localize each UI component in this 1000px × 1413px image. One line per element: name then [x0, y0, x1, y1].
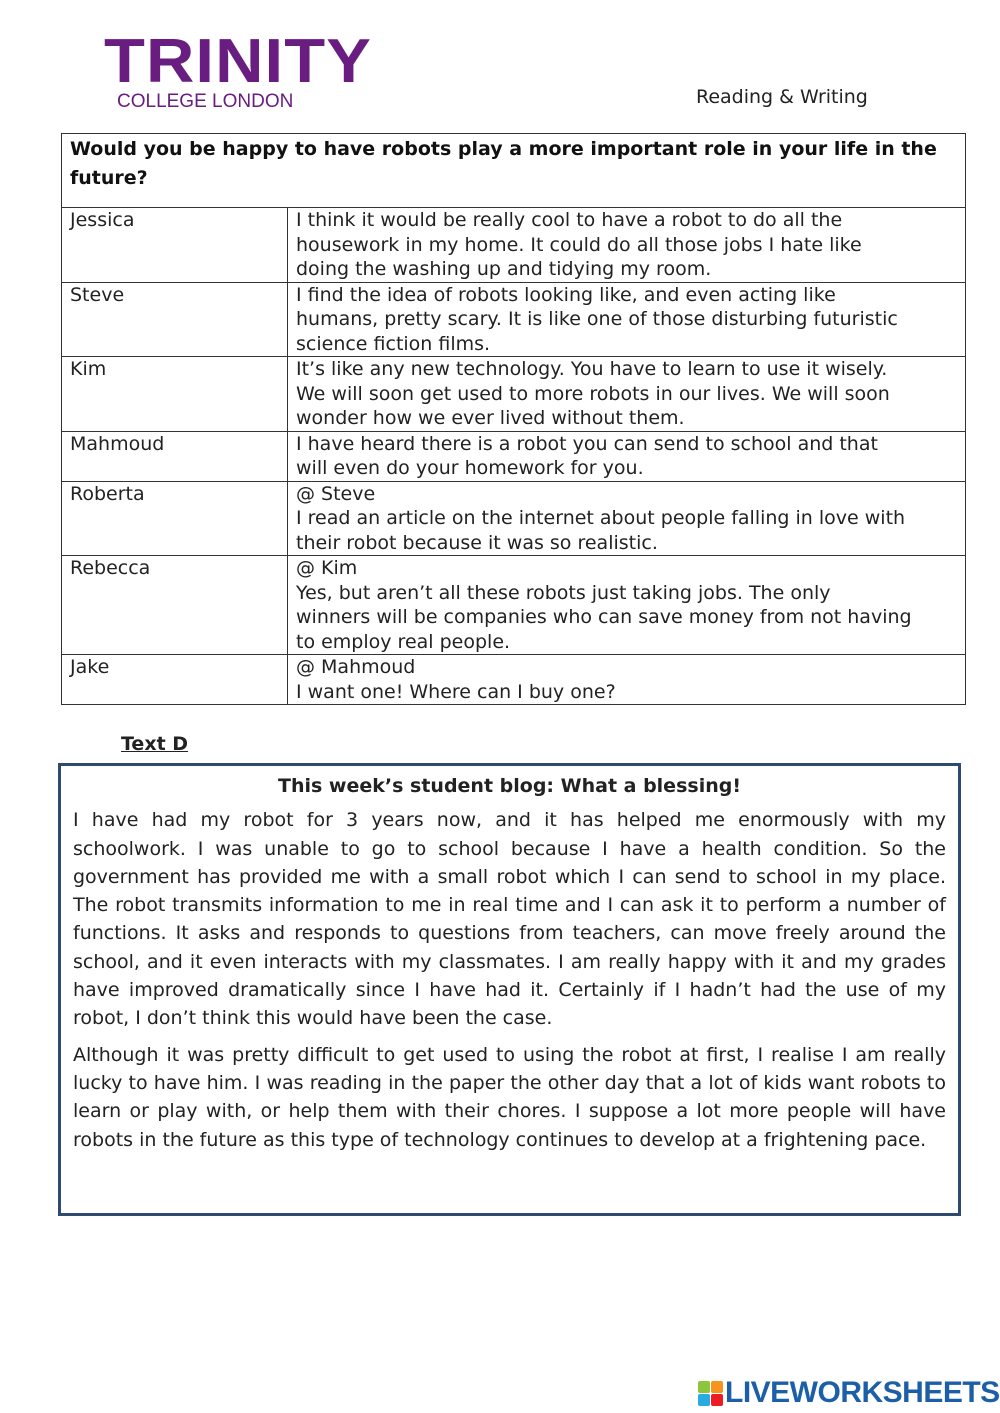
- comment-text: [288, 556, 966, 655]
- comment-line: @ Steve: [296, 482, 376, 505]
- comment-line: to employ real people.: [296, 630, 511, 653]
- forum-row: [62, 481, 966, 556]
- forum-row: [62, 655, 966, 705]
- comment-text: [288, 481, 966, 556]
- comment-line: I read an article on the internet about people falling in love with: [296, 507, 906, 529]
- liveworksheets-logo: [698, 1376, 1000, 1410]
- forum-row: [62, 282, 966, 357]
- student-blog: [58, 763, 961, 1216]
- liveworksheets-wordmark: LIVEWORKSHEETS: [725, 1376, 1000, 1409]
- comment-text: [288, 357, 966, 432]
- commenter-name: Jessica: [62, 208, 288, 283]
- commenter-name: Rebecca: [62, 556, 288, 655]
- comment-line: We will soon get used to more robots in our lives. We will soon: [296, 382, 890, 405]
- comment-line: I think it would be really cool to have a robot to do all the: [296, 209, 843, 231]
- section-label: Reading & Writing: [696, 86, 868, 108]
- commenter-name: Kim: [62, 357, 288, 432]
- forum-row: [62, 556, 966, 655]
- logo-subtitle: COLLEGE LONDON: [117, 91, 294, 112]
- commenter-name: Jake: [62, 655, 288, 705]
- logo-wordmark: TRINITY: [104, 27, 372, 96]
- comment-line: It’s like any new technology. You have to learn to use it wisely.: [296, 358, 888, 380]
- blog-title: This week’s student blog: What a blessing!: [278, 775, 741, 797]
- blog-paragraph: I have had my robot for 3 years now, and it has helped me enormously with my schoolwork. I was unable to go to school because I have a health condition. So the government has provided me with a small robot which I can send to school in my place. The robot transmits information to me in real time and I can ask it to perform a number of functions. It asks and responds to questions from teachers, can move freely around the school, and it even interacts with my classmates. I am really happy with it and my grades have improved dramatically since I have had it. Certainly if I hadn’t had the use of my robot, I don’t think this would have been the case.: [73, 809, 946, 1030]
- comment-line: wonder how we ever lived without them.: [296, 407, 685, 429]
- comment-line: @ Mahmoud: [296, 656, 416, 678]
- comment-line: their robot because it was so realistic.: [296, 531, 658, 554]
- trinity-logo: [104, 27, 372, 113]
- forum-question: Would you be happy to have robots play a more important role in your life in the future?: [62, 134, 966, 208]
- commenter-name: Mahmoud: [62, 431, 288, 481]
- comment-line: humans, pretty scary. It is like one of those disturbing futuristic: [296, 308, 898, 330]
- commenter-name: Steve: [62, 282, 288, 357]
- comment-line: will even do your homework for you.: [296, 457, 644, 479]
- comment-line: doing the washing up and tidying my room.: [296, 258, 712, 280]
- comment-text: [288, 208, 966, 283]
- comment-line: I find the idea of robots looking like, and even acting like: [296, 283, 836, 306]
- text-d-label: Text D: [121, 733, 189, 755]
- forum-row: [62, 431, 966, 481]
- comment-line: winners will be companies who can save money from not having: [296, 606, 912, 628]
- forum-row: [62, 208, 966, 283]
- comment-line: @ Kim: [296, 557, 358, 579]
- comment-text: [288, 282, 966, 357]
- comment-line: I have heard there is a robot you can send to school and that: [296, 432, 878, 455]
- commenter-name: Roberta: [62, 481, 288, 556]
- comment-line: I want one! Where can I buy one?: [296, 680, 616, 703]
- blog-paragraph: Although it was pretty difficult to get used to using the robot at first, I realise I am really lucky to have him. I was reading in the paper the other day that a lot of kids want robots to learn or play with, or help them with their chores. I suppose a lot more people will have robots in the future as this type of technology continues to develop at a frightening pace.: [73, 1043, 946, 1151]
- comment-text: [288, 655, 966, 705]
- comment-line: Yes, but aren’t all these robots just taking jobs. The only: [296, 581, 831, 604]
- comment-line: science fiction films.: [296, 332, 491, 355]
- forum-row: [62, 357, 966, 432]
- liveworksheets-mark-icon: [698, 1381, 723, 1406]
- comment-text: [288, 431, 966, 481]
- forum-table: [61, 133, 966, 705]
- comment-line: housework in my home. It could do all those jobs I hate like: [296, 233, 862, 256]
